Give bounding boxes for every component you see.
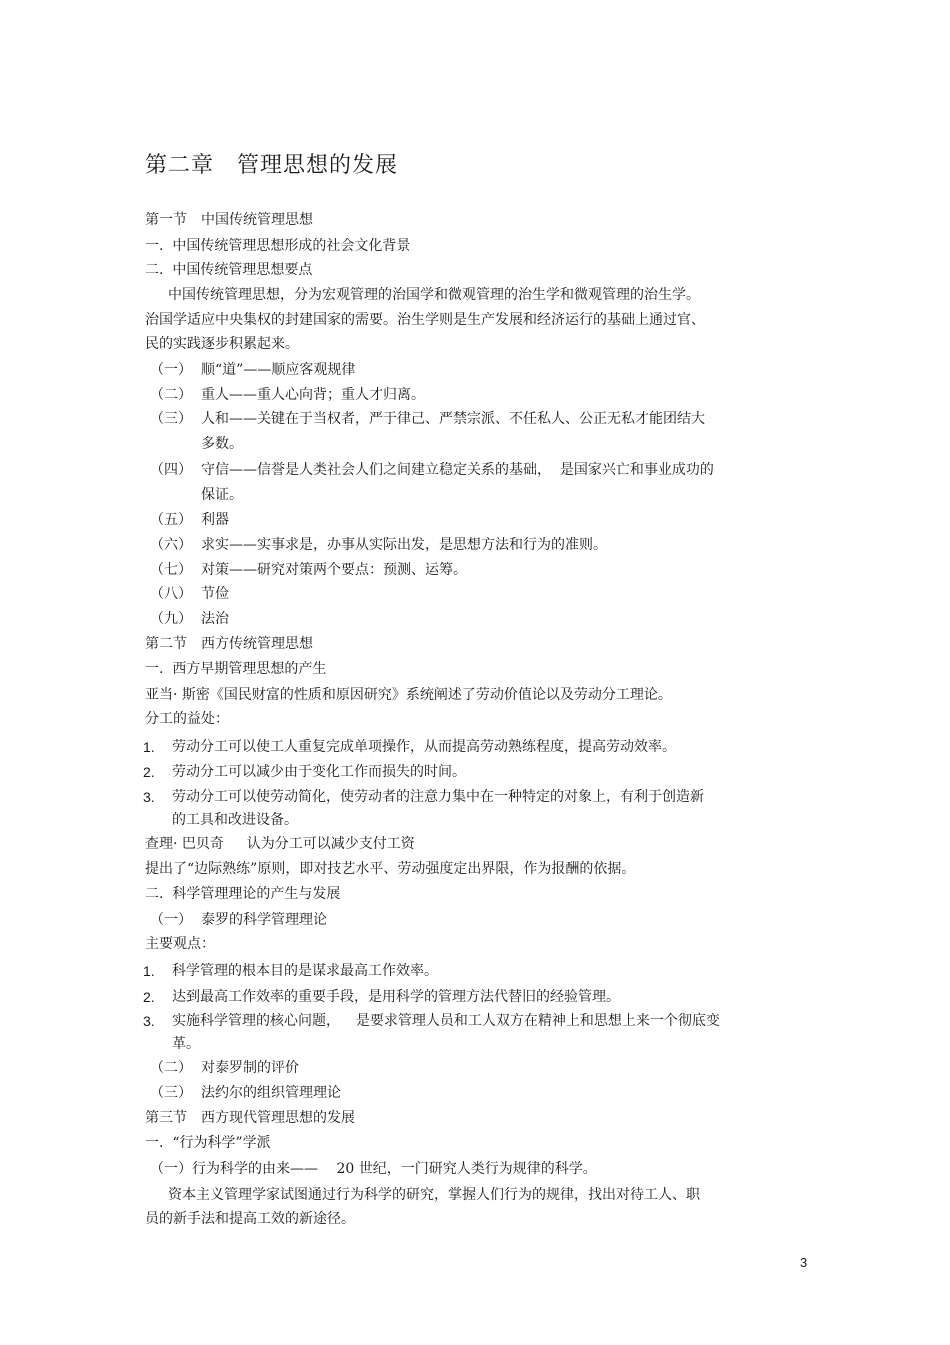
paragraph-line: 查理· 巴贝奇 认为分工可以减少支付工资 xyxy=(145,836,415,852)
list-item: 实施科学管理的核心问题， 是要求管理人员和工人双方在精神上和思想上来一个彻底变 xyxy=(172,1013,720,1029)
list-label: （七） xyxy=(150,562,192,578)
list-item: 法治 xyxy=(201,611,229,627)
list-label: （四） xyxy=(150,462,192,478)
list-label: （九） xyxy=(150,611,192,627)
chapter-title: 第二章 管理思想的发展 xyxy=(145,153,399,178)
list-item: 守信——信誉是人类社会人们之间建立稳定关系的基础， 是国家兴亡和事业成功的 xyxy=(201,462,714,478)
list-item: 劳动分工可以使劳动简化，使劳动者的注意力集中在一种特定的对象上，有利于创造新 xyxy=(172,789,704,805)
paragraph-line: （一）行为科学的由来—— 20 世纪，一门研究人类行为规律的科学。 xyxy=(150,1161,597,1177)
list-item: 劳动分工可以减少由于变化工作而损失的时间。 xyxy=(172,764,466,780)
list-item: 对策——研究对策两个要点：预测、运筹。 xyxy=(201,562,467,578)
paragraph-line: 治国学适应中央集权的封建国家的需要。治生学则是生产发展和经济运行的基础上通过官、 xyxy=(145,312,705,328)
list-item-continued: 多数。 xyxy=(201,436,243,452)
paragraph-line: 员的新手法和提高工效的新途径。 xyxy=(145,1211,355,1227)
list-item: 法约尔的组织管理理论 xyxy=(201,1085,341,1101)
list-number: 3. xyxy=(143,789,155,805)
subheading: 二. 中国传统管理思想要点 xyxy=(145,262,313,278)
list-label: （二） xyxy=(150,387,192,403)
list-item: 重人——重人心向背；重人才归离。 xyxy=(201,387,425,403)
list-item: 劳动分工可以使工人重复完成单项操作，从而提高劳动熟练程度，提高劳动效率。 xyxy=(172,739,676,755)
list-item-continued: 的工具和改进设备。 xyxy=(172,812,298,828)
subheading: 一. 中国传统管理思想形成的社会文化背景 xyxy=(145,238,411,254)
list-item: 达到最高工作效率的重要手段，是用科学的管理方法代替旧的经验管理。 xyxy=(172,989,620,1005)
list-item: 利器 xyxy=(201,512,229,528)
list-item: 节俭 xyxy=(201,586,229,602)
page-number: 3 xyxy=(800,1255,808,1270)
section-heading: 第二节 西方传统管理思想 xyxy=(145,636,313,652)
list-label: （八） xyxy=(150,586,192,602)
list-item: 泰罗的科学管理理论 xyxy=(201,912,327,928)
list-item: 对泰罗制的评价 xyxy=(201,1060,299,1076)
list-label: （六） xyxy=(150,537,192,553)
section-heading: 第一节 中国传统管理思想 xyxy=(145,212,313,228)
list-label: （一） xyxy=(150,912,192,928)
list-item: 求实——实事求是，办事从实际出发，是思想方法和行为的准则。 xyxy=(201,537,607,553)
list-label: （三） xyxy=(150,1085,192,1101)
subheading: 二. 科学管理理论的产生与发展 xyxy=(145,886,341,902)
list-item: 顺“道”——顺应客观规律 xyxy=(201,362,356,378)
list-item: 科学管理的根本目的是谋求最高工作效率。 xyxy=(172,963,438,979)
paragraph-line: 资本主义管理学家试图通过行为科学的研究，掌握人们行为的规律，找出对待工人、职 xyxy=(168,1187,700,1203)
section-heading: 第三节 西方现代管理思想的发展 xyxy=(145,1110,355,1126)
list-label: （三） xyxy=(150,411,192,427)
paragraph-line: 亚当· 斯密《国民财富的性质和原因研究》系统阐述了劳动价值论以及劳动分工理论。 xyxy=(145,687,672,703)
list-number: 1. xyxy=(143,739,155,755)
list-number: 3. xyxy=(143,1013,155,1029)
list-label: （一） xyxy=(150,362,192,378)
paragraph-line: 中国传统管理思想，分为宏观管理的治国学和微观管理的治生学和微观管理的治生学。 xyxy=(168,287,700,303)
paragraph-line: 主要观点： xyxy=(145,936,215,952)
list-number: 2. xyxy=(143,989,155,1005)
paragraph-line: 民的实践逐步积累起来。 xyxy=(145,336,299,352)
list-label: （二） xyxy=(150,1060,192,1076)
subheading: 一. “行为科学”学派 xyxy=(145,1135,271,1151)
subheading: 一. 西方早期管理思想的产生 xyxy=(145,661,327,677)
paragraph-line: 分工的益处： xyxy=(145,711,229,727)
paragraph-line: 提出了“边际熟练”原则，即对技艺水平、劳动强度定出界限，作为报酬的依据。 xyxy=(145,861,636,877)
list-item-continued: 保证。 xyxy=(201,487,243,503)
list-number: 2. xyxy=(143,764,155,780)
list-label: （五） xyxy=(150,512,192,528)
list-item-continued: 革。 xyxy=(172,1036,200,1052)
list-item: 人和——关键在于当权者，严于律己、严禁宗派、不任私人、公正无私才能团结大 xyxy=(201,411,705,427)
list-number: 1. xyxy=(143,963,155,979)
